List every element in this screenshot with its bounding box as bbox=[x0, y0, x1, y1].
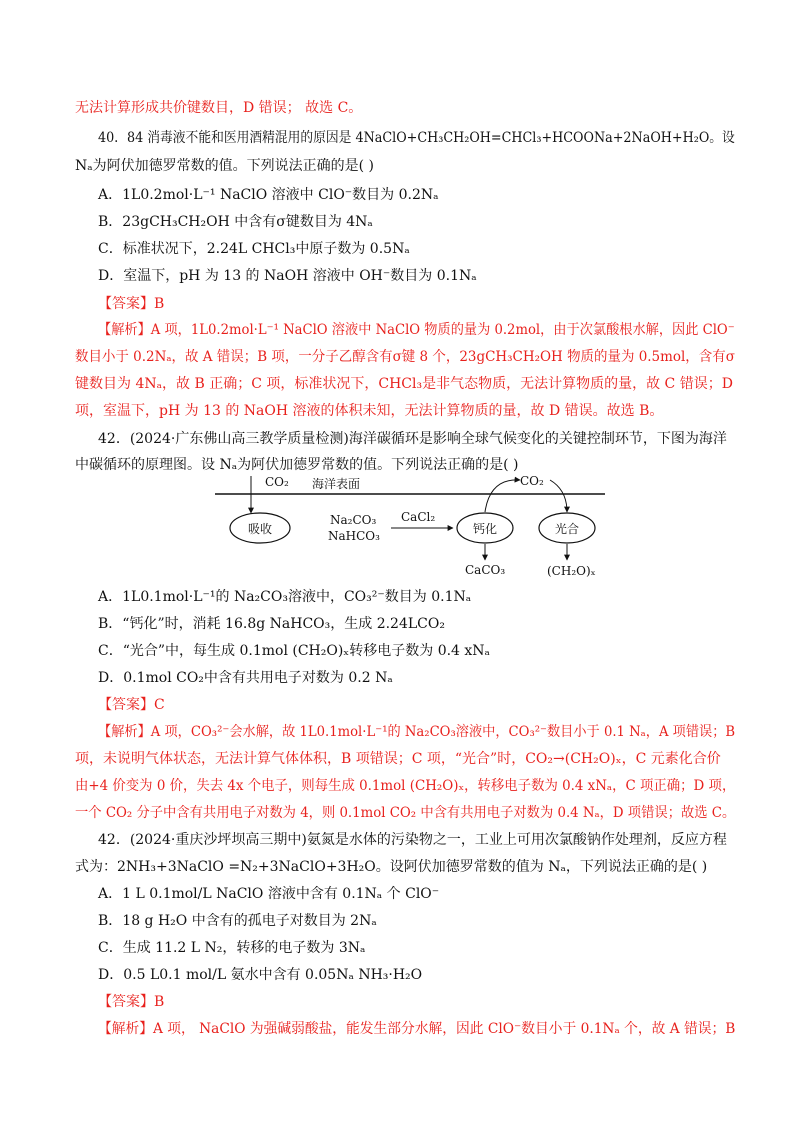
q42a-analysis-line2: 项，未说明气体状态，无法计算气体体积，B 项错误；C 项，“光合”时，CO₂→(CH₂O)ₓ，C 元素化合价 bbox=[75, 751, 721, 767]
photosynthesis-label: 光合 bbox=[555, 522, 580, 536]
ocean-carbon-cycle-diagram bbox=[215, 468, 615, 580]
nahco3-label: NaHCO₃ bbox=[328, 529, 380, 543]
q42b-analysis-line1: 【解析】A 项， NaClO 为强碱弱酸盐，能发生部分水解，因此 ClO⁻数目小于 0.1Nₐ 个，故 A 错误；B bbox=[98, 1021, 736, 1037]
q42a-stem-line1: 42．(2024·广东佛山高三教学质量检测)海洋碳循环是影响全球气候变化的关键控制环节，下图为海洋 bbox=[98, 431, 727, 447]
q42b-answer: 【答案】B bbox=[98, 994, 165, 1010]
q40-option-d: D．室温下，pH 为 13 的 NaOH 溶液中 OH⁻数目为 0.1Nₐ bbox=[98, 268, 477, 284]
q40-option-c: C．标准状况下，2.24L CHCl₃中原子数为 0.5Nₐ bbox=[98, 241, 410, 257]
q40-analysis-line4: 项，室温下，pH 为 13 的 NaOH 溶液的体积未知，无法计算物质的量，故 D 错误。故选 B。 bbox=[75, 403, 664, 419]
q40-stem-line2: Nₐ为阿伏加德罗常数的值。下列说法正确的是( ) bbox=[75, 158, 375, 174]
q42a-option-c: C．“光合”中，每生成 0.1mol (CH₂O)ₓ转移电子数为 0.4 xNₐ bbox=[98, 643, 490, 659]
q42b-option-d: D．0.5 L0.1 mol/L 氨水中含有 0.05Nₐ NH₃·H₂O bbox=[98, 967, 423, 983]
q40-analysis-line1: 【解析】A 项，1L0.2mol·L⁻¹ NaClO 溶液中 NaClO 物质的量为 0.2mol，由于次氯酸根水解，因此 ClO⁻ bbox=[98, 322, 735, 338]
absorb-label: 吸收 bbox=[248, 522, 273, 536]
co2-to-photo-arrow bbox=[550, 480, 567, 512]
q40-answer: 【答案】B bbox=[98, 296, 165, 312]
cacl2-label: CaCl₂ bbox=[401, 510, 436, 524]
ch2o-label: (CH₂O)ₓ bbox=[547, 564, 596, 578]
q40-analysis-line3: 键数目为 4Nₐ，故 B 正确；C 项，标准状况下，CHCl₃是非气态物质，无法计算物质的量，故 C 错误；D bbox=[75, 376, 733, 392]
co2-out-label: CO₂ bbox=[520, 474, 544, 488]
answer-tail-line: 无法计算形成共价键数目，D 错误； 故选 C。 bbox=[75, 100, 363, 116]
caco3-label: CaCO₃ bbox=[465, 563, 506, 577]
q40-stem-line1: 40．84 消毒液不能和医用酒精混用的原因是 4NaClO+CH₃CH₂OH=CHCl₃+HCOONa+2NaOH+H₂O。设 bbox=[98, 130, 735, 146]
q42b-stem-line1: 42．(2024·重庆沙坪坝高三期中)氨氮是水体的污染物之一，工业上可用次氯酸钠作处理剂，反应方程 bbox=[98, 832, 727, 848]
na2co3-label: Na₂CO₃ bbox=[330, 513, 377, 527]
co2-in-label: CO₂ bbox=[265, 475, 289, 489]
co2-out-arrow bbox=[485, 480, 520, 512]
q42a-option-a: A．1L0.1mol·L⁻¹的 Na₂CO₃溶液中，CO₃²⁻数目为 0.1Nₐ bbox=[98, 589, 472, 605]
sea-surface-label: 海洋表面 bbox=[312, 477, 361, 491]
q42a-analysis-line4: 一个 CO₂ 分子中含有共用电子对数为 4，则 0.1mol CO₂ 中含有共用电子对数为 0.4 Nₐ，D 项错误；故选 C。 bbox=[75, 805, 736, 821]
q42a-analysis-line3: 由+4 价变为 0 价，失去 4x 个电子，则每生成 0.1mol (CH₂O)ₓ，转移电子数为 0.4 xNₐ，C 项正确；D 项， bbox=[75, 778, 736, 794]
q42a-option-d: D．0.1mol CO₂中含有共用电子对数为 0.2 Nₐ bbox=[98, 670, 393, 686]
q42a-option-b: B．“钙化”时，消耗 16.8g NaHCO₃，生成 2.24LCO₂ bbox=[98, 616, 445, 632]
q42a-analysis-line1: 【解析】A 项，CO₃²⁻会水解，故 1L0.1mol·L⁻¹的 Na₂CO₃溶液中，CO₃²⁻数目小于 0.1 Nₐ，A 项错误；B bbox=[98, 724, 736, 740]
q42b-stem-line2: 式为：2NH₃+3NaClO =N₂+3NaClO+3H₂O。设阿伏加德罗常数的值为 Nₐ，下列说法正确的是( ) bbox=[75, 859, 708, 875]
calcify-label: 钙化 bbox=[473, 522, 498, 536]
q40-option-b: B．23gCH₃CH₂OH 中含有σ键数目为 4Nₐ bbox=[98, 214, 373, 230]
q42b-option-c: C．生成 11.2 L N₂，转移的电子数为 3Nₐ bbox=[98, 940, 366, 956]
q42b-option-b: B．18 g H₂O 中含有的孤电子对数目为 2Nₐ bbox=[98, 913, 377, 929]
q42a-stem-line2: 中碳循环的原理图。设 Nₐ为阿伏加德罗常数的值。下列说法正确的是( ) bbox=[75, 457, 519, 473]
q40-option-a: A．1L0.2mol·L⁻¹ NaClO 溶液中 ClO⁻数目为 0.2Nₐ bbox=[98, 187, 439, 203]
q42b-option-a: A．1 L 0.1mol/L NaClO 溶液中含有 0.1Nₐ 个 ClO⁻ bbox=[98, 886, 440, 902]
q40-analysis-line2: 数目小于 0.2Nₐ，故 A 错误；B 项，一分子乙醇含有σ键 8 个，23gCH₃CH₂OH 物质的量为 0.5mol，含有σ bbox=[75, 349, 735, 365]
q42a-answer: 【答案】C bbox=[98, 697, 165, 713]
